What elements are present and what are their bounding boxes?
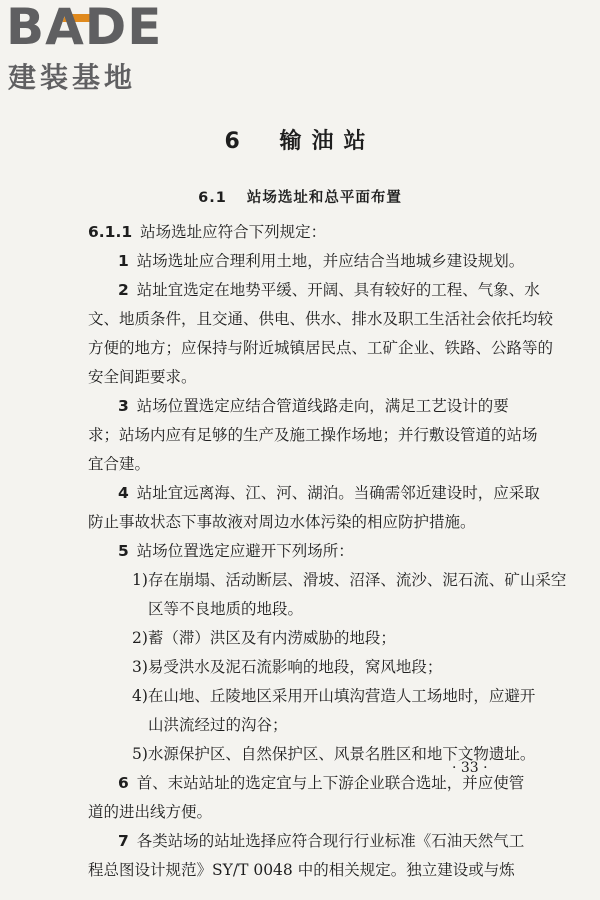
subitem-2-line-1: 2)蓄（滞）洪区及有内涝威胁的地段； [132,629,396,647]
logo-wordmark: BADE [6,0,163,56]
item-number: 7 [118,832,129,850]
item-number: 3 [118,397,129,415]
chapter-number: 6 [224,129,250,154]
page-number: · 33 · [452,760,488,776]
clause-line: 6.1.1 站场选址应符合下列规定： [88,223,327,241]
section-number: 6.1 [198,190,227,206]
item-number: 4 [118,484,129,502]
item-3-line-2: 求；站场内应有足够的生产及施工操作场地；并行敷设管道的站场 [88,426,538,444]
item-1-line-1: 1 站场选址应合理利用土地，并应结合当地城乡建设规划。 [118,252,525,270]
section-name: 站场选址和总平面布置 [246,190,402,206]
subitem-3-line-1: 3)易受洪水及泥石流影响的地段，窝风地段； [132,658,443,676]
subitem-number: 3) [132,658,148,676]
subitem-5-line-1: 5)水源保护区、自然保护区、风景名胜区和地下文物遗址。 [132,745,536,763]
subitem-number: 2) [132,629,148,647]
item-2-line-4: 安全间距要求。 [88,368,197,386]
section-title [0,186,600,207]
chapter-name: 输油站 [279,129,376,154]
item-7-line-1: 7 各类站场的站址选择应符合现行行业标准《石油天然气工 [118,832,525,850]
item-number: 1 [118,252,129,270]
subitem-4-line-1: 4)在山地、丘陵地区采用开山填沟营造人工场地时，应避开 [132,687,536,705]
item-3-line-1: 3 站场位置选定应结合管道线路走向，满足工艺设计的要 [118,397,509,415]
item-4-line-1: 4 站址宜远离海、江、河、湖泊。当确需邻近建设时，应采取 [118,484,540,502]
subitem-1-line-2: 区等不良地质的地段。 [148,600,304,618]
item-4-line-2: 防止事故状态下事故液对周边水体污染的相应防护措施。 [88,513,476,531]
chapter-title [0,124,600,155]
item-3-line-3: 宜合建。 [88,455,151,473]
item-6-line-1: 6 首、末站站址的选定宜与上下游企业联合选址，并应使管 [118,774,525,792]
subitem-4-line-2: 山洪流经过的沟谷； [148,716,288,734]
item-2-line-2: 文、地质条件，且交通、供电、供水、排水及职工生活社会依托均较 [88,310,554,328]
bade-logo [4,0,180,94]
item-number: 6 [118,774,129,792]
clause-number: 6.1.1 [88,223,133,241]
subitem-number: 5) [132,745,148,763]
item-number: 5 [118,542,129,560]
subitem-number: 1) [132,571,148,589]
item-7-line-2: 程总图设计规范》SY/T 0048 中的相关规定。独立建设或与炼 [88,861,515,879]
subitem-number: 4) [132,687,148,705]
item-number: 2 [118,281,129,299]
item-5-line-1: 5 站场位置选定应避开下列场所： [118,542,354,560]
item-6-line-2: 道的进出线方便。 [88,803,213,821]
subitem-1-line-1: 1)存在崩塌、活动断层、滑坡、沼泽、流沙、泥石流、矿山采空 [132,571,567,589]
item-2-line-1: 2 站址宜选定在地势平缓、开阔、具有较好的工程、气象、水 [118,281,540,299]
logo-chinese-name: 建装基地 [8,61,137,94]
item-2-line-3: 方便的地方；应保持与附近城镇居民点、工矿企业、铁路、公路等的 [88,339,554,357]
